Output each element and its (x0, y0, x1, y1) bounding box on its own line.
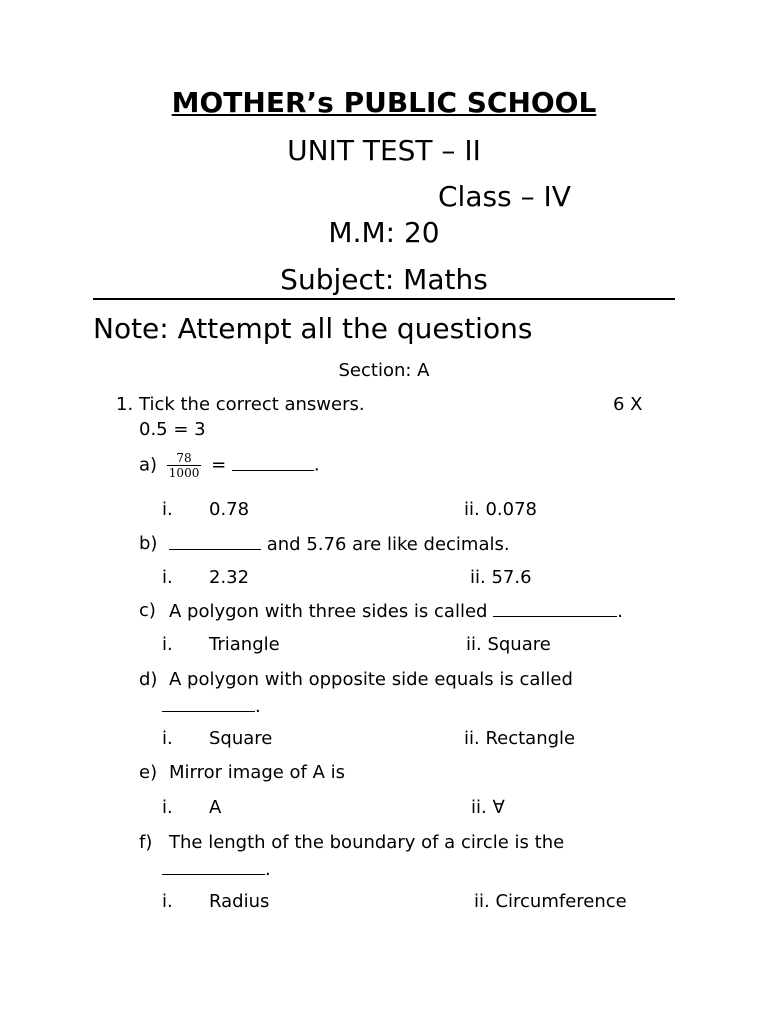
fraction-denominator: 1000 (168, 466, 200, 480)
item-f-tail: . (265, 859, 271, 880)
item-f-opt1: Radius (209, 891, 270, 912)
item-b-text: and 5.76 are like decimals. (266, 534, 510, 555)
fraction-numerator: 78 (167, 451, 202, 466)
item-c-opt1: Triangle (209, 634, 280, 655)
answer-blank (162, 695, 255, 712)
item-d-opt1: Square (209, 728, 273, 749)
item-a-label: a) (139, 454, 158, 476)
subject-label: Subject: Maths (280, 263, 488, 296)
item-e-label: e) (139, 762, 158, 783)
item-e-opt2: ii. ∀ (471, 797, 505, 818)
fraction (167, 451, 202, 480)
answer-blank (493, 600, 617, 617)
item-f-opt1-roman: i. (162, 891, 173, 912)
question-text: Tick the correct answers. (139, 394, 365, 415)
item-d-tail: . (255, 696, 261, 717)
answer-blank (232, 454, 314, 471)
item-c-opt2: ii. Square (466, 634, 551, 655)
item-f-opt2: ii. Circumference (474, 891, 627, 912)
item-b-opt1: 2.32 (209, 567, 250, 588)
item-e-text: Mirror image of A is (169, 762, 346, 783)
item-c-opt1-roman: i. (162, 634, 173, 655)
item-b-label: b) (139, 533, 158, 554)
item-b-opt1-roman: i. (162, 567, 173, 588)
section-title: Section: A (338, 360, 430, 381)
item-c-text: A polygon with three sides is called (169, 601, 488, 622)
item-f-cont (162, 858, 271, 880)
question-number: 1. (116, 394, 134, 415)
item-d-cont (162, 695, 261, 717)
item-e-opt1: A (209, 797, 222, 818)
school-name: MOTHER’s PUBLIC SCHOOL (171, 86, 597, 119)
item-a-tail: . (313, 454, 320, 476)
note-text: Note: Attempt all the questions (93, 312, 533, 345)
item-a-opt1-roman: i. (162, 499, 173, 520)
question-marks: 6 X (613, 394, 643, 415)
item-a-opt2: ii. 0.078 (464, 499, 537, 520)
item-a-opt1: 0.78 (209, 499, 250, 520)
item-d-text: A polygon with opposite side equals is called (169, 669, 573, 690)
class-label: Class – IV (438, 180, 571, 213)
item-d-label: d) (139, 669, 158, 690)
item-a (139, 451, 320, 480)
item-b-opt2: ii. 57.6 (470, 567, 532, 588)
item-c-tail: . (617, 601, 623, 622)
test-title: UNIT TEST – II (287, 134, 481, 167)
equals-sign: = (211, 454, 227, 476)
header-divider (93, 298, 675, 300)
max-marks: M.M: 20 (328, 216, 440, 249)
item-c (169, 600, 623, 622)
item-b (169, 533, 510, 555)
item-d-opt1-roman: i. (162, 728, 173, 749)
item-e-opt1-roman: i. (162, 797, 173, 818)
answer-blank (169, 533, 261, 550)
answer-blank (162, 858, 265, 875)
question-marks-cont: 0.5 = 3 (139, 419, 206, 440)
item-f-text: The length of the boundary of a circle is the (169, 832, 565, 853)
item-d-opt2: ii. Rectangle (464, 728, 576, 749)
item-c-label: c) (139, 600, 156, 621)
item-f-label: f) (139, 832, 153, 853)
